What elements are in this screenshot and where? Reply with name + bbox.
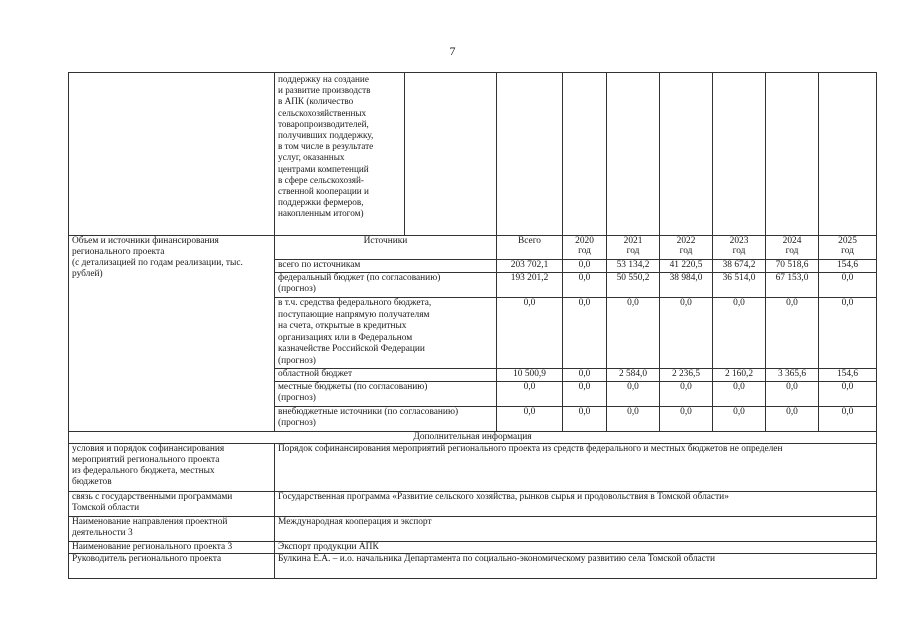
year-value: 0,0 [713, 382, 766, 407]
year-value: 0,0 [819, 298, 877, 369]
year-value: 0,0 [607, 298, 660, 369]
additional-info-header: Дополнительная информация [69, 432, 877, 444]
year-value: 0,0 [563, 260, 607, 273]
info-row [69, 444, 877, 492]
indicator-text: поддержку на создание и развитие производств в АПК (количество сельскохозяйственных товаропроизводителей, получивших поддержку, в том числе в результате услуг, оказанных центрами компетенций в сфере сельскохозяй- ственной кооперации и поддержки фермеров, накопленным итогом) [275, 73, 405, 236]
blank-cell [405, 73, 497, 236]
info-row [69, 554, 877, 579]
total-value: 0,0 [497, 407, 563, 432]
year-value: 0,0 [819, 407, 877, 432]
header-sources: Источники [275, 236, 497, 260]
year-value: 2 160,2 [713, 369, 766, 382]
blank-cell [766, 73, 819, 236]
year-value: 0,0 [607, 382, 660, 407]
year-value: 53 134,2 [607, 260, 660, 273]
financing-header-row [69, 236, 877, 260]
header-year: 2020 год [563, 236, 607, 260]
year-value: 0,0 [563, 273, 607, 298]
project-passport-table [68, 72, 877, 579]
blank-cell [69, 73, 275, 236]
info-label: Руководитель регионального проекта [69, 554, 275, 579]
year-value: 0,0 [660, 298, 713, 369]
year-value: 0,0 [766, 298, 819, 369]
year-value: 38 984,0 [660, 273, 713, 298]
year-value: 0,0 [766, 382, 819, 407]
source-label: в т.ч. средства федерального бюджета, поступающие напрямую получателям на счета, открытые в кредитных организациях или в Федеральном казначействе Российской Федерации (прогноз) [275, 298, 497, 369]
info-label: условия и порядок софинансирования мероприятий регионального проекта из федерального бюджета, местных бюджетов [69, 444, 275, 492]
year-value: 67 153,0 [766, 273, 819, 298]
blank-cell [713, 73, 766, 236]
header-total: Всего [497, 236, 563, 260]
year-value: 0,0 [819, 273, 877, 298]
year-value: 0,0 [660, 382, 713, 407]
blank-cell [607, 73, 660, 236]
total-value: 0,0 [497, 298, 563, 369]
info-value: Государственная программа «Развитие сельского хозяйства, рынков сырья и продовольствия в Томской области» [275, 492, 877, 517]
total-value: 193 201,2 [497, 273, 563, 298]
year-value: 0,0 [607, 407, 660, 432]
info-row [69, 517, 877, 542]
year-value: 2 584,0 [607, 369, 660, 382]
total-value: 10 500,9 [497, 369, 563, 382]
year-value: 2 236,5 [660, 369, 713, 382]
year-value: 36 514,0 [713, 273, 766, 298]
blank-cell [819, 73, 877, 236]
source-label: всего по источникам [275, 260, 497, 273]
financing-label: Объем и источники финансирования регионального проекта (с детализацией по годам реализации, тыс. рублей) [69, 236, 275, 432]
info-value: Экспорт продукции АПК [275, 542, 877, 554]
additional-info-header-row [69, 432, 877, 444]
year-value: 0,0 [563, 382, 607, 407]
year-value: 154,6 [819, 260, 877, 273]
year-value: 38 674,2 [713, 260, 766, 273]
year-value: 41 220,5 [660, 260, 713, 273]
info-row [69, 542, 877, 554]
year-value: 50 550,2 [607, 273, 660, 298]
year-value: 0,0 [713, 407, 766, 432]
info-label: Наименование направления проектной деятельности 3 [69, 517, 275, 542]
blank-cell [660, 73, 713, 236]
page-number: 7 [449, 44, 456, 58]
year-value: 0,0 [563, 369, 607, 382]
year-value: 0,0 [660, 407, 713, 432]
info-value: Булкина Е.А. – и.о. начальника Департамента по социально-экономическому развитию села Томской области [275, 554, 877, 579]
year-value: 0,0 [713, 298, 766, 369]
source-label: внебюджетные источники (по согласованию) (прогноз) [275, 407, 497, 432]
year-value: 0,0 [563, 298, 607, 369]
blank-cell [563, 73, 607, 236]
header-year: 2022 год [660, 236, 713, 260]
info-row [69, 492, 877, 517]
year-value: 3 365,6 [766, 369, 819, 382]
year-value: 70 518,6 [766, 260, 819, 273]
info-label: связь с государственными программами Томской области [69, 492, 275, 517]
source-label: федеральный бюджет (по согласованию) (прогноз) [275, 273, 497, 298]
year-value: 0,0 [819, 382, 877, 407]
year-value: 0,0 [766, 407, 819, 432]
header-year: 2023 год [713, 236, 766, 260]
total-value: 203 702,1 [497, 260, 563, 273]
blank-cell [497, 73, 563, 236]
year-value: 154,6 [819, 369, 877, 382]
header-year: 2021 год [607, 236, 660, 260]
source-label: областной бюджет [275, 369, 497, 382]
indicator-continuation-row [69, 73, 877, 236]
total-value: 0,0 [497, 382, 563, 407]
info-label: Наименование регионального проекта 3 [69, 542, 275, 554]
info-value: Порядок софинансирования мероприятий регионального проекта из средств федерального и местных бюджетов не определен [275, 444, 877, 492]
header-year: 2024 год [766, 236, 819, 260]
source-label: местные бюджеты (по согласованию) (прогноз) [275, 382, 497, 407]
header-year: 2025 год [819, 236, 877, 260]
info-value: Международная кооперация и экспорт [275, 517, 877, 542]
year-value: 0,0 [563, 407, 607, 432]
